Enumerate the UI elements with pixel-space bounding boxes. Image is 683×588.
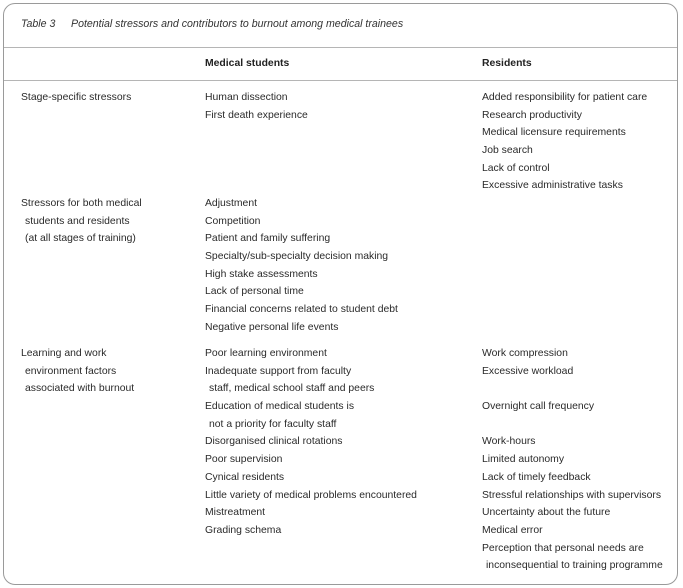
- category-line: Learning and work: [21, 348, 107, 359]
- row-stage-specific-residents: [482, 89, 647, 195]
- table-label: Table 3: [21, 18, 56, 30]
- caption-divider: [4, 47, 677, 48]
- list-item: Medical licensure requirements: [482, 127, 626, 139]
- list-item: Limited autonomy: [482, 454, 565, 466]
- list-item: Added responsibility for patient care: [482, 92, 648, 103]
- list-item: First death experience: [205, 109, 308, 121]
- list-item: Work-hours: [482, 436, 536, 448]
- row-learning-residents: [482, 345, 663, 575]
- list-item: Excessive workload: [482, 365, 574, 377]
- list-item: Poor learning environment: [205, 348, 327, 359]
- list-item: not a priority for faculty staff: [209, 418, 337, 430]
- list-item: Lack of timely feedback: [482, 471, 591, 483]
- list-item: Medical error: [482, 524, 543, 536]
- row-both-students: [205, 195, 398, 337]
- row-stage-specific-students: [205, 89, 308, 124]
- table-title: Potential stressors and contributors to burnout among medical trainees: [71, 18, 404, 30]
- list-item: Grading schema: [205, 524, 282, 536]
- header-divider: [4, 80, 677, 81]
- category-line: associated with burnout: [25, 383, 135, 395]
- list-item: Mistreatment: [205, 507, 266, 519]
- category-line: environment factors: [25, 365, 117, 377]
- list-item: High stake assessments: [205, 268, 318, 280]
- list-item: Lack of personal time: [205, 286, 304, 298]
- row-learning-category: [21, 345, 134, 398]
- header-residents: Residents: [482, 58, 532, 69]
- list-item: Cynical residents: [205, 471, 285, 483]
- list-item: Negative personal life events: [205, 321, 339, 333]
- list-item: Poor supervision: [205, 454, 283, 466]
- list-item: Competition: [205, 215, 261, 227]
- row-both-category: [21, 195, 142, 248]
- list-item: Excessive administrative tasks: [482, 180, 623, 192]
- list-item-spacer: [482, 380, 663, 398]
- category-line: Stage-specific stressors: [21, 92, 132, 103]
- list-item: Inadequate support from faculty: [205, 365, 352, 377]
- list-item-spacer: [482, 416, 663, 434]
- header-medical-students: Medical students: [205, 58, 290, 69]
- table-caption: [21, 18, 403, 30]
- list-item: inconsequential to training programme: [486, 560, 663, 572]
- list-item: Uncertainty about the future: [482, 507, 611, 519]
- list-item: Patient and family suffering: [205, 233, 331, 245]
- list-item: Overnight call frequency: [482, 401, 595, 413]
- category-line: students and residents: [25, 215, 130, 227]
- list-item: Perception that personal needs are: [482, 542, 644, 554]
- list-item: Financial concerns related to student debt: [205, 304, 398, 316]
- row-stage-specific-category: [21, 89, 131, 107]
- row-learning-students: [205, 345, 417, 540]
- category-line: (at all stages of training): [25, 233, 136, 245]
- list-item: Education of medical students is: [205, 401, 355, 413]
- list-item: Job search: [482, 145, 533, 157]
- list-item: Research productivity: [482, 109, 582, 121]
- list-item: Little variety of medical problems encountered: [205, 489, 417, 501]
- list-item: Adjustment: [205, 198, 257, 209]
- list-item: Specialty/sub-specialty decision making: [205, 251, 389, 263]
- list-item: staff, medical school staff and peers: [209, 383, 375, 395]
- category-line: Stressors for both medical: [21, 198, 142, 209]
- list-item: Human dissection: [205, 92, 288, 103]
- list-item: Work compression: [482, 348, 568, 359]
- list-item: Lack of control: [482, 162, 550, 174]
- list-item: Disorganised clinical rotations: [205, 436, 343, 448]
- list-item: Stressful relationships with supervisors: [482, 489, 662, 501]
